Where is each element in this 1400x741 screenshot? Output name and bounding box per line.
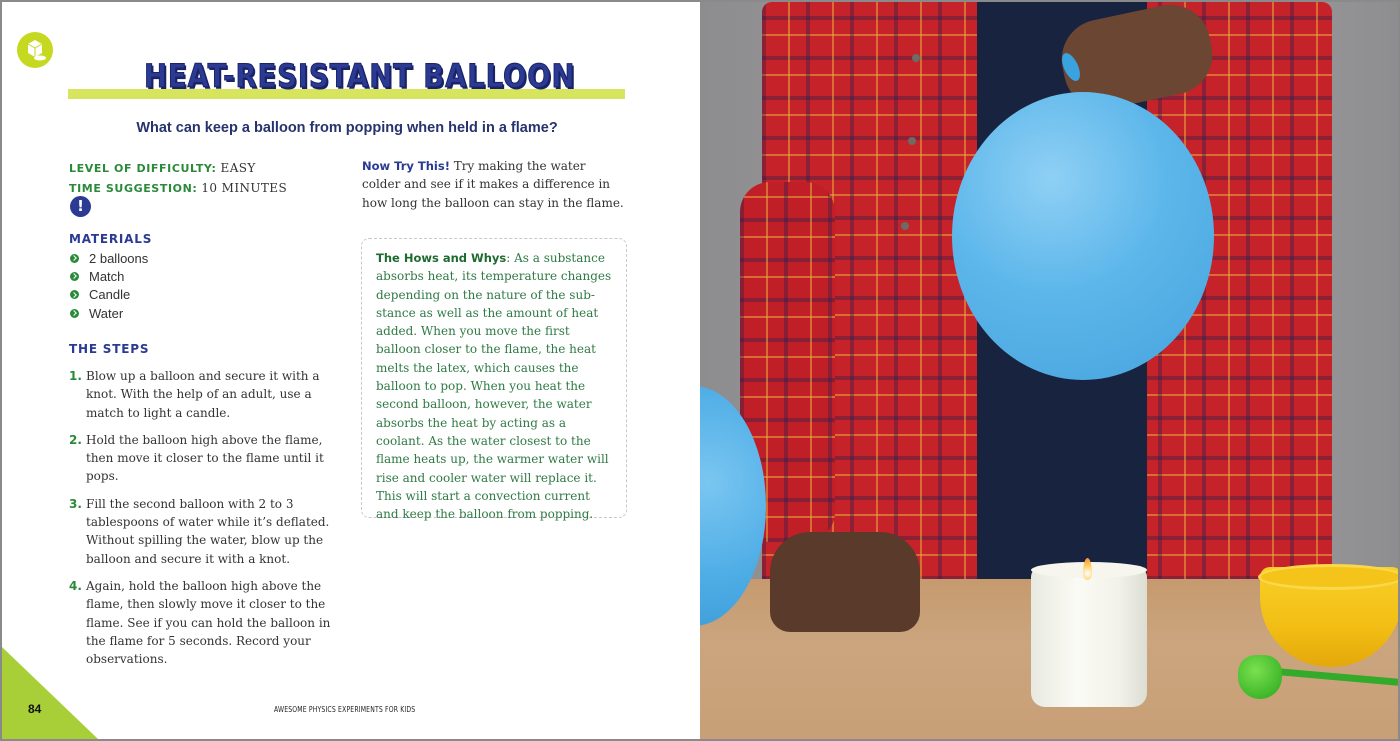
hows-and-whys-label: The Hows and Whys	[376, 251, 507, 265]
shirt-button	[912, 54, 920, 62]
materials-list	[69, 249, 148, 322]
time-value: 10 MINUTES	[201, 180, 288, 195]
hows-and-whys-body: : As a substance absorbs heat, its temperature changes depending on the nature of the sub-stance as well as the amount of heat added. When you move the first balloon closer to the flame, the heat melts the latex, which causes the balloon to pop. When you heat the second balloon, however, the water absorbs the heat by acting as a coolant. As the water closest to the flame heats up, the warmer water will rise and cooler water will replace it. This will start a convection current and keep the balloon from popping.	[376, 251, 612, 522]
step-number: 4.	[69, 578, 82, 593]
step-text: Hold the balloon high above the flame, then move it closer to the flame until it pops.	[86, 432, 324, 484]
step-text: Blow up a balloon and secure it with a knot. With the help of an adult, use a match to light a candle.	[86, 369, 320, 420]
step-text: Again, hold the balloon high above the flame, then slowly move it closer to the flame. See if you can hold the balloon in the flame for 5 seconds. Record your observations.	[86, 578, 331, 667]
step-item	[69, 367, 349, 422]
step-item	[69, 431, 349, 486]
arrow-bullet-icon	[70, 309, 79, 318]
book-spread	[2, 2, 1398, 739]
arrow-bullet-icon	[70, 254, 79, 263]
material-label: Match	[89, 268, 125, 284]
step-number: 1.	[69, 369, 82, 383]
candle	[1031, 567, 1147, 707]
step-number: 3.	[69, 496, 82, 511]
step-number: 2.	[69, 432, 82, 447]
list-item	[69, 304, 148, 322]
steps-list	[69, 367, 349, 677]
material-label: Water	[89, 305, 124, 321]
difficulty-row	[69, 159, 287, 179]
material-label: 2 balloons	[89, 250, 149, 266]
arrow-bullet-icon	[70, 272, 79, 281]
step-item	[69, 577, 349, 668]
hows-and-whys-box	[361, 238, 627, 522]
arrow-bullet-icon	[70, 290, 79, 299]
blue-balloon	[952, 92, 1214, 380]
time-label: TIME SUGGESTION:	[69, 181, 198, 195]
difficulty-label: LEVEL OF DIFFICULTY:	[69, 162, 217, 175]
hows-and-whys-text	[376, 249, 612, 523]
guiding-question: What can keep a balloon from popping when held in a flame?	[136, 120, 558, 136]
hand	[770, 532, 920, 632]
time-row	[69, 179, 287, 199]
cube-icon	[17, 32, 53, 68]
step-item	[69, 495, 349, 568]
corner-decoration	[2, 647, 98, 739]
left-page	[2, 2, 700, 739]
now-try-this-label: Now Try This!	[362, 159, 450, 173]
green-measuring-scoop	[1238, 655, 1282, 699]
step-text: Fill the second balloon with 2 to 3 tablespoons of water while it’s deflated. Without spilling the water, blow up the balloon and secure it with a knot.	[86, 496, 330, 566]
list-item	[69, 286, 148, 304]
shirt-button	[901, 222, 909, 230]
now-try-this	[362, 157, 627, 212]
difficulty-value: EASY	[220, 161, 256, 175]
page-title: HEAT-RESISTANT BALLOON	[144, 57, 576, 95]
material-label: Candle	[89, 287, 131, 303]
experiment-photo	[700, 2, 1398, 739]
list-item	[69, 249, 148, 267]
now-try-this-text: Try making the water colder and see if it makes a difference in how long the balloon can stay in the flame.	[362, 159, 624, 210]
yellow-bowl-rim	[1258, 564, 1398, 590]
running-footer: AWESOME PHYSICS EXPERIMENTS FOR KIDS	[274, 705, 416, 714]
experiment-meta	[69, 159, 287, 198]
exclamation-icon: !	[70, 196, 91, 217]
materials-heading: MATERIALS	[69, 232, 153, 246]
page-number: 84	[28, 702, 42, 716]
list-item	[69, 267, 148, 285]
shirt-button	[908, 137, 916, 145]
steps-heading: THE STEPS	[69, 342, 150, 356]
